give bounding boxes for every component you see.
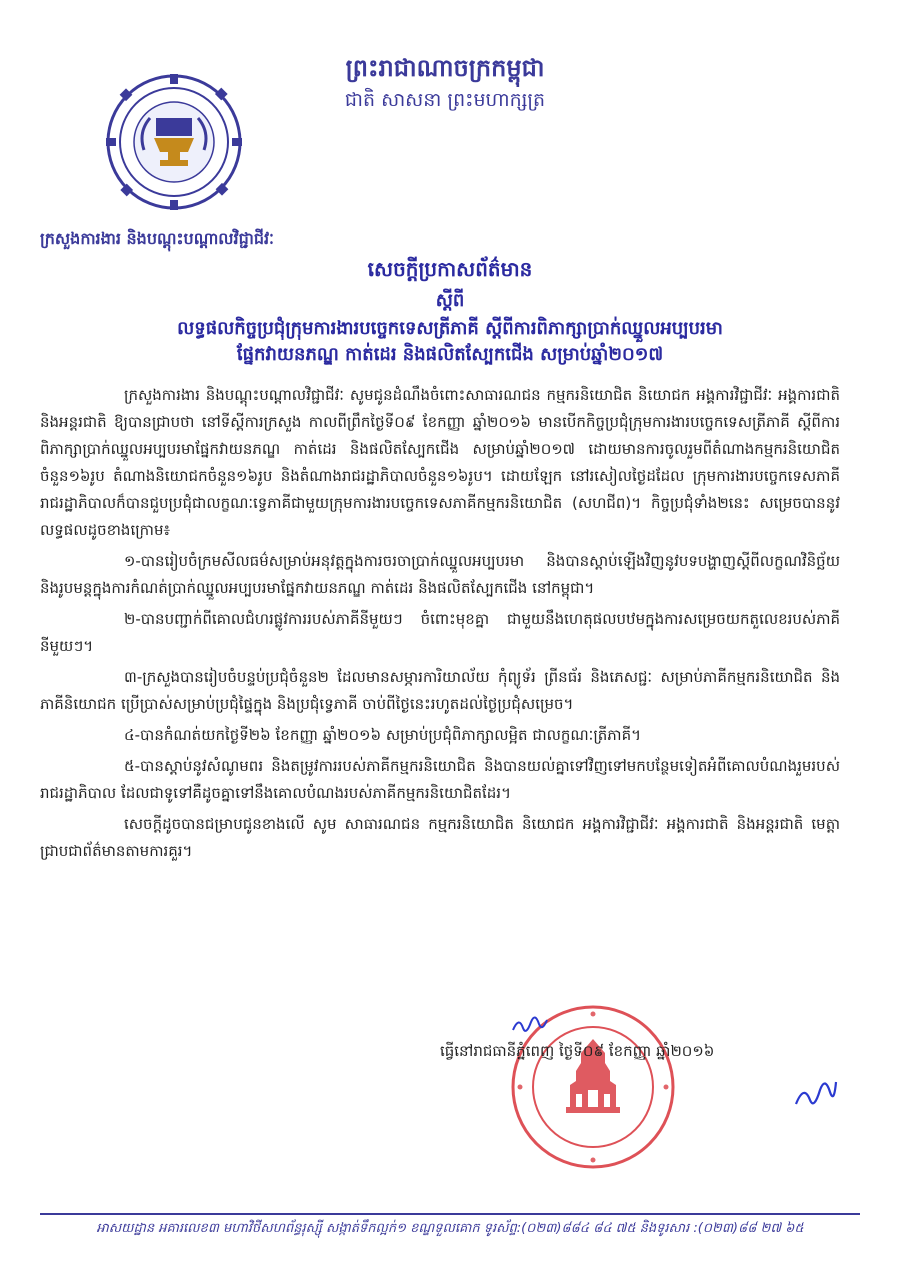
ministry-logo — [104, 72, 244, 212]
ministry-name: ក្រសួងការងារ និងបណ្តុះបណ្តាលវិជ្ជាជីវៈ — [40, 229, 274, 248]
document-subtitle-concerning: ស្តីពី — [435, 290, 465, 311]
subject-line-1: លទ្ធផលកិច្ចប្រជុំក្រុមការងារបច្ចេកទេសត្រីភាគី ស្តីពីការពិភាក្សាប្រាក់ឈ្នួលអប្បបរមា — [177, 318, 723, 339]
subject-line-2: ផ្នែកវាយនភណ្ឌ កាត់ដេរ និងផលិតស្បែកជើង សម្រាប់ឆ្នាំ២០១៧ — [236, 344, 664, 365]
handwritten-signature — [790, 1078, 840, 1114]
place-and-date: ធ្វើនៅរាជធានីភ្នំពេញ ថ្ងៃទី០៩ ខែកញ្ញា ឆ្នាំ២០១៦ — [440, 1042, 715, 1060]
closing-paragraph: សេចក្តីដូចបានជម្រាបជូនខាងលើ សូម សាធារណជន កម្មករនិយោជិត និយោជក អង្គការវិជ្ជាជីវៈ អង្គការជាតិ និងអន្តរជាតិ មេត្តាជ្រាបជាព័ត៌មានតាមការគួរ។ — [40, 815, 840, 860]
kingdom-name: ព្រះរាជាណាចក្រកម្ពុជា — [345, 54, 545, 82]
kingdom-header — [330, 52, 560, 114]
document-subject — [60, 316, 840, 368]
intro-paragraph: ក្រសួងការងារ និងបណ្តុះបណ្តាលវិជ្ជាជីវៈ សូមជូនដំណឹងចំពោះសាធារណជន កម្មករនិយោជិត និយោជក អង្គការវិជ្ជាជីវៈ អង្គការជាតិ និងអន្តរជាតិ ឱ្យបានជ្រាបថា នៅទីស្តីការក្រសួង កាលពីព្រឹកថ្ងៃទី០៩ ខែកញ្ញា ឆ្នាំ២០១៦ មានបើកកិច្ចប្រជុំក្រុមការងារបច្ចេកទេសត្រីភាគី ស្តីពីការពិភាក្សាប្រាក់ឈ្នួលអប្បបរមាផ្នែកវាយនភណ្ឌ កាត់ដេរ និងផលិតស្បែកជើង សម្រាប់ឆ្នាំ២០១៧ ដោយមានការចូលរួមពីតំណាងកម្មករនិយោជិតចំនួន១៦រូប តំណាងនិយោជកចំនួន១៦រូប និងតំណាងរាជរដ្ឋាភិបាលចំនួន១៦រូប។ ដោយឡែក នៅរសៀលថ្ងៃដដែល ក្រុមការងារបច្ចេកទេសភាគីរាជរដ្ឋាភិបាលក៏បានជួបប្រជុំជាលក្ខណៈទ្វេភាគីជាមួយក្រុមការងារបច្ចេកទេសភាគីកម្មករនិយោជិត (សហជីព)។ កិច្ចប្រជុំទាំង២នេះ សម្រេចបាននូវលទ្ធផលដូចខាងក្រោម៖ — [40, 386, 840, 539]
list-item: ៥-បានស្តាប់នូវសំណូមពរ និងតម្រូវការរបស់ភាគីកម្មករនិយោជិត និងបានយល់គ្នាទៅវិញទៅមកបន្ថែមទៀតអំពីគោលបំណងរួមរបស់រាជរដ្ឋាភិបាល ដែលជាទូទៅគឺដូចគ្នាទៅនឹងគោលបំណងរបស់ភាគីកម្មករនិយោជិតដែរ។ — [40, 757, 840, 802]
national-motto: ជាតិ សាសនា ព្រះមហាក្សត្រ — [344, 89, 546, 111]
document-title: សេចក្តីប្រកាសព័ត៌មាន — [367, 257, 533, 281]
footer-address: អាសយដ្ឋាន អគារលេខ៣ មហាវិថីសហព័ន្ធរុស្ស៊ី សង្កាត់ទឹកល្អក់១ ខណ្ឌទួលគោក ទូរស័ព្ទ:(០២៣)៨៨៤ ៨៤ ៧៥ និងទូរសារ :(០២៣)៨៨ ២៧ ៦៥ — [96, 1221, 804, 1236]
document-body — [40, 382, 840, 865]
list-item: ៤-បានកំណត់យកថ្ងៃទី២៦ ខែកញ្ញា ឆ្នាំ២០១៦ សម្រាប់ប្រជុំពិភាក្សាលម្អិត ជាលក្ខណៈត្រីភាគី។ — [124, 726, 642, 744]
list-item: ១-បានរៀបចំក្រមសីលធម៌សម្រាប់អនុវត្តក្នុងការចរចាប្រាក់ឈ្នួលអប្បបរមា និងបានស្តាប់ឡើងវិញនូវបទបង្ហាញស្តីពីលក្ខណវិនិច្ឆ័យ និងរូបមន្តក្នុងការកំណត់ប្រាក់ឈ្នួលអប្បបរមាផ្នែកវាយនភណ្ឌ កាត់ដេរ និងផលិតស្បែកជើង នៅកម្ពុជា។ — [40, 552, 840, 597]
list-item: ៣-ក្រសួងបានរៀបចំបន្ទប់ប្រជុំចំនួន២ ដែលមានសម្ភារការិយាល័យ កុំព្យូទ័រ ព្រីនធ័រ និងភេសជ្ជៈ សម្រាប់ភាគីកម្មករនិយោជិត និងភាគីនិយោជក ប្រើប្រាស់សម្រាប់ប្រជុំផ្ទៃក្នុង និងប្រជុំទ្វេភាគី ចាប់ពីថ្ងៃនេះរហូតដល់ថ្ងៃប្រជុំសម្រេច។ — [40, 668, 840, 713]
footer-divider — [40, 1213, 860, 1215]
list-item: ២-បានបញ្ជាក់ពីគោលជំហរផ្លូវការរបស់ភាគីនីមួយៗ ចំពោះមុខគ្នា ជាមួយនឹងហេតុផលបឋមក្នុងការសម្រេចយកតួលេខរបស់ភាគីនីមួយៗ។ — [40, 610, 840, 655]
initials-mark — [510, 1012, 550, 1038]
